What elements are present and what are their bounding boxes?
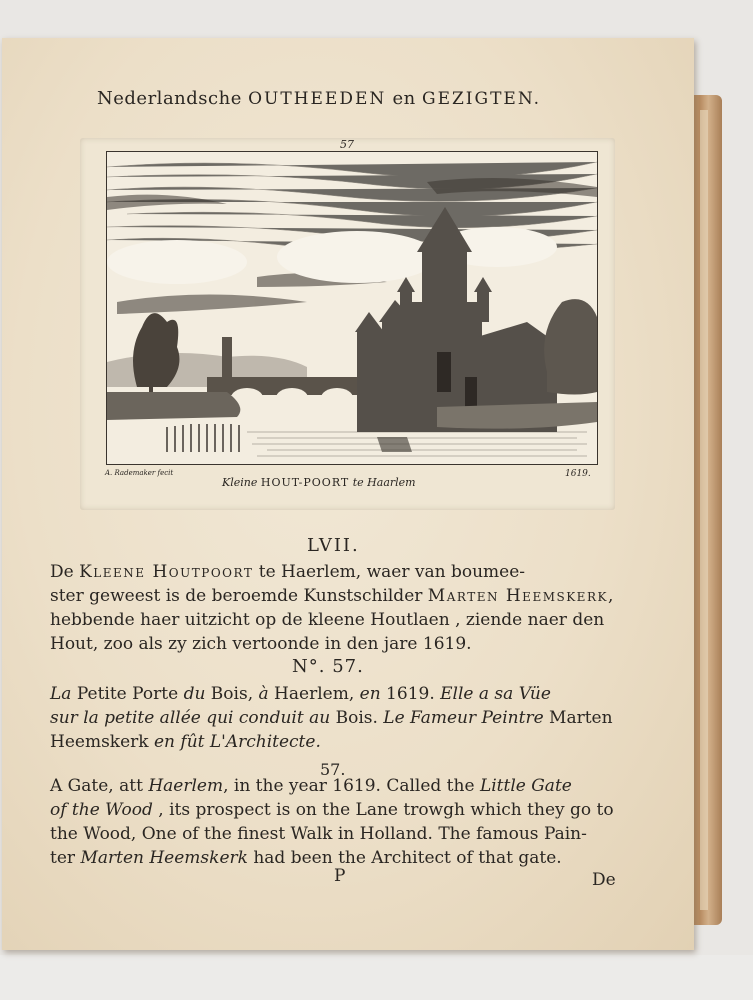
text-run: of the Wood	[50, 800, 153, 820]
caption-pre: Kleine	[222, 476, 258, 489]
text-run: te Haerlem, waer van boumee-	[253, 562, 526, 582]
text-run: Marten	[543, 708, 613, 728]
text-line	[50, 682, 630, 706]
running-header	[97, 88, 597, 109]
text-run: Kleene Houtpoort	[79, 562, 254, 582]
text-run: en	[359, 684, 381, 704]
backdrop	[0, 955, 753, 1000]
text-run: Marten Heemskerk	[427, 586, 608, 606]
text-line	[50, 560, 630, 584]
dutch-paragraph	[50, 560, 630, 656]
text-line: Hout, zoo als zy zich vertoonde in den jare 1619.	[50, 634, 472, 654]
number-heading-english: 57.	[320, 760, 346, 779]
header-word-1: Nederlandsche	[97, 88, 242, 109]
text-line: hebbende haer uitzicht op de kleene Houtlaen , ziende naer den	[50, 610, 605, 630]
text-run: du	[183, 684, 206, 704]
catchword: De	[592, 870, 616, 890]
header-word-3: en	[392, 88, 416, 109]
text-run: Heemskerk	[50, 732, 154, 752]
text-run: 1619.	[380, 684, 441, 704]
text-run: La	[50, 684, 72, 704]
engraver-credit: A. Rademaker fecit	[105, 469, 174, 477]
text-run: sur la petite allée qui conduit au	[50, 708, 331, 728]
text-run: , in the year 1619. Called the	[223, 776, 480, 796]
header-word-2: OUTHEEDEN	[248, 89, 387, 109]
caption-post: te Haarlem	[352, 476, 416, 489]
plate-caption	[222, 476, 416, 489]
text-run: Little Gate	[479, 776, 572, 796]
text-run: had been the Architect of that gate.	[247, 848, 562, 868]
text-run: De	[50, 562, 80, 582]
text-run: Petite Porte	[71, 684, 184, 704]
text-run: Haerlem	[148, 776, 224, 796]
text-line	[50, 798, 630, 822]
french-paragraph	[50, 682, 630, 754]
text-run: Bois,	[205, 684, 259, 704]
text-line	[50, 706, 630, 730]
header-word-4: GEZIGTEN.	[421, 89, 542, 109]
text-run: Le Fameur Peintre	[383, 708, 544, 728]
caption-title: HOUT-POORT	[260, 476, 350, 489]
text-line	[50, 584, 630, 608]
text-run: , its prospect is on the Lane trowgh which they go to	[152, 800, 614, 820]
text-run: Bois.	[330, 708, 384, 728]
page-block-edge	[700, 110, 708, 910]
text-run: ,	[607, 586, 614, 606]
number-heading: N°. 57.	[292, 656, 364, 677]
engraving-image	[106, 151, 598, 465]
text-run: à	[258, 684, 269, 704]
text-run: Marten Heemskerk	[80, 848, 248, 868]
signature-mark: P	[334, 866, 346, 886]
text-line	[50, 730, 630, 754]
text-run: Haerlem,	[268, 684, 360, 704]
plate-number: 57	[340, 138, 354, 151]
text-run: en fût L'Architecte.	[153, 732, 321, 752]
text-run: A Gate, att	[50, 776, 149, 796]
text-line: the Wood, One of the finest Walk in Holland. The famous Pain-	[50, 824, 587, 844]
plate-year: 1619.	[565, 469, 591, 479]
book-page	[2, 38, 694, 950]
text-run: Elle a sa Vüe	[440, 684, 551, 704]
text-run: ster geweest is de beroemde Kunstschilder	[50, 586, 428, 606]
text-line	[50, 774, 630, 798]
english-paragraph	[50, 774, 630, 870]
text-run: ter	[50, 848, 81, 868]
chapter-number: LVII.	[307, 535, 360, 556]
